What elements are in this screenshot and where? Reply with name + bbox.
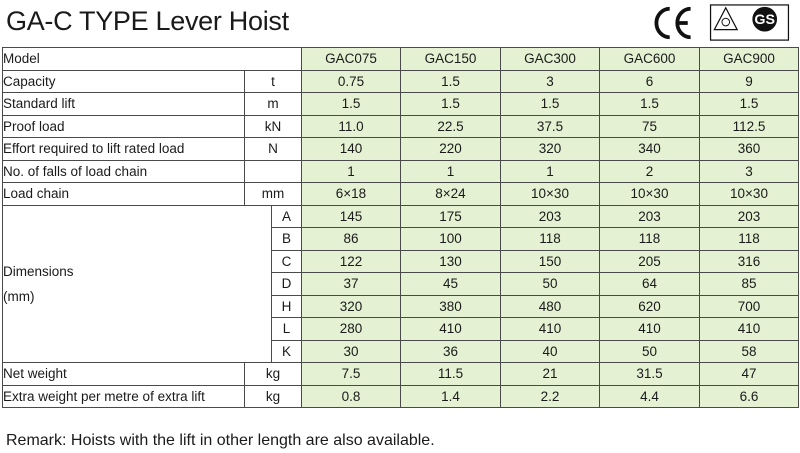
- value-cell: 3: [700, 160, 799, 183]
- value-cell: 205: [600, 250, 700, 273]
- value-cell: 410: [501, 318, 600, 341]
- value-cell: 30: [302, 340, 401, 363]
- dimensions-unit: (mm): [3, 288, 35, 304]
- row-label: Extra weight per metre of extra lift: [3, 385, 245, 408]
- model-name-cell: GAC150: [401, 48, 501, 71]
- value-cell: 85: [700, 273, 799, 296]
- row-unit: N: [245, 138, 302, 161]
- value-cell: 45: [401, 273, 501, 296]
- row-label: Proof load: [3, 115, 245, 138]
- dimensions-label-cell: [3, 205, 272, 363]
- table-row: [3, 363, 799, 386]
- value-cell: 4.4: [600, 385, 700, 408]
- value-cell: 11.0: [302, 115, 401, 138]
- value-cell: 150: [501, 250, 600, 273]
- dimension-row: [3, 205, 799, 228]
- table-row: [3, 138, 799, 161]
- value-cell: 118: [700, 228, 799, 251]
- row-label: No. of falls of load chain: [3, 160, 245, 183]
- value-cell: 6: [600, 70, 700, 93]
- value-cell: 11.5: [401, 363, 501, 386]
- value-cell: 340: [600, 138, 700, 161]
- remark-text: Remark: Hoists with the lift in other length are also available.: [6, 432, 435, 449]
- value-cell: 31.5: [600, 363, 700, 386]
- row-label: Effort required to lift rated load: [3, 138, 245, 161]
- model-name-cell: GAC075: [302, 48, 401, 71]
- value-cell: 21: [501, 363, 600, 386]
- value-cell: 410: [401, 318, 501, 341]
- value-cell: 37.5: [501, 115, 600, 138]
- value-cell: 1.5: [401, 70, 501, 93]
- dimension-key: C: [272, 250, 302, 273]
- value-cell: 1.4: [401, 385, 501, 408]
- value-cell: 410: [700, 318, 799, 341]
- row-unit: kg: [245, 363, 302, 386]
- value-cell: 360: [700, 138, 799, 161]
- value-cell: 203: [600, 205, 700, 228]
- value-cell: 122: [302, 250, 401, 273]
- table-header-row: [3, 48, 799, 71]
- certification-marks: [648, 4, 794, 42]
- model-name-cell: GAC900: [700, 48, 799, 71]
- value-cell: 1.5: [501, 93, 600, 116]
- spec-table: [2, 47, 799, 408]
- value-cell: 0.75: [302, 70, 401, 93]
- value-cell: 86: [302, 228, 401, 251]
- value-cell: 6×18: [302, 183, 401, 206]
- value-cell: 130: [401, 250, 501, 273]
- value-cell: 380: [401, 295, 501, 318]
- dimension-key: H: [272, 295, 302, 318]
- value-cell: 47: [700, 363, 799, 386]
- value-cell: 10×30: [501, 183, 600, 206]
- value-cell: 316: [700, 250, 799, 273]
- spec-table-body: [3, 48, 799, 408]
- model-header-label: Model: [3, 48, 302, 71]
- value-cell: 22.5: [401, 115, 501, 138]
- dimension-key: B: [272, 228, 302, 251]
- table-row: [3, 93, 799, 116]
- row-label: Load chain: [3, 183, 245, 206]
- value-cell: 145: [302, 205, 401, 228]
- value-cell: 480: [501, 295, 600, 318]
- value-cell: 175: [401, 205, 501, 228]
- value-cell: 50: [600, 340, 700, 363]
- value-cell: 75: [600, 115, 700, 138]
- value-cell: 1.5: [401, 93, 501, 116]
- table-row: [3, 183, 799, 206]
- value-cell: 118: [501, 228, 600, 251]
- svg-text:GS: GS: [754, 11, 775, 28]
- value-cell: 64: [600, 273, 700, 296]
- value-cell: 203: [700, 205, 799, 228]
- value-cell: 100: [401, 228, 501, 251]
- value-cell: 7.5: [302, 363, 401, 386]
- page-title: GA-C TYPE Lever Hoist: [6, 6, 289, 36]
- value-cell: 700: [700, 295, 799, 318]
- row-label: Capacity: [3, 70, 245, 93]
- value-cell: 2: [600, 160, 700, 183]
- value-cell: 58: [700, 340, 799, 363]
- row-unit: t: [245, 70, 302, 93]
- value-cell: 40: [501, 340, 600, 363]
- value-cell: 1.5: [700, 93, 799, 116]
- value-cell: 2.2: [501, 385, 600, 408]
- row-unit: mm: [245, 183, 302, 206]
- value-cell: 112.5: [700, 115, 799, 138]
- dimensions-label: Dimensions: [3, 263, 74, 279]
- table-row: [3, 115, 799, 138]
- dimension-key: D: [272, 273, 302, 296]
- table-row: [3, 385, 799, 408]
- value-cell: 1.5: [302, 93, 401, 116]
- row-label: Standard lift: [3, 93, 245, 116]
- value-cell: 118: [600, 228, 700, 251]
- value-cell: 37: [302, 273, 401, 296]
- value-cell: 280: [302, 318, 401, 341]
- value-cell: 140: [302, 138, 401, 161]
- model-name-cell: GAC300: [501, 48, 600, 71]
- value-cell: 1: [401, 160, 501, 183]
- ce-mark-icon: [656, 9, 690, 38]
- table-row: [3, 70, 799, 93]
- value-cell: 50: [501, 273, 600, 296]
- value-cell: 0.8: [302, 385, 401, 408]
- value-cell: 36: [401, 340, 501, 363]
- value-cell: 1.5: [600, 93, 700, 116]
- value-cell: 8×24: [401, 183, 501, 206]
- value-cell: 1: [302, 160, 401, 183]
- value-cell: 9: [700, 70, 799, 93]
- value-cell: 410: [600, 318, 700, 341]
- model-name-cell: GAC600: [600, 48, 700, 71]
- row-label: Net weight: [3, 363, 245, 386]
- table-row: [3, 160, 799, 183]
- value-cell: 620: [600, 295, 700, 318]
- value-cell: 320: [501, 138, 600, 161]
- value-cell: 203: [501, 205, 600, 228]
- value-cell: 3: [501, 70, 600, 93]
- value-cell: 220: [401, 138, 501, 161]
- value-cell: 320: [302, 295, 401, 318]
- dimension-key: L: [272, 318, 302, 341]
- value-cell: 6.6: [700, 385, 799, 408]
- dimension-key: K: [272, 340, 302, 363]
- value-cell: 10×30: [600, 183, 700, 206]
- value-cell: 1: [501, 160, 600, 183]
- value-cell: 10×30: [700, 183, 799, 206]
- row-unit: kN: [245, 115, 302, 138]
- dimension-key: A: [272, 205, 302, 228]
- row-unit: [245, 160, 302, 183]
- gs-logo-icon: [752, 7, 777, 32]
- row-unit: m: [245, 93, 302, 116]
- row-unit: kg: [245, 385, 302, 408]
